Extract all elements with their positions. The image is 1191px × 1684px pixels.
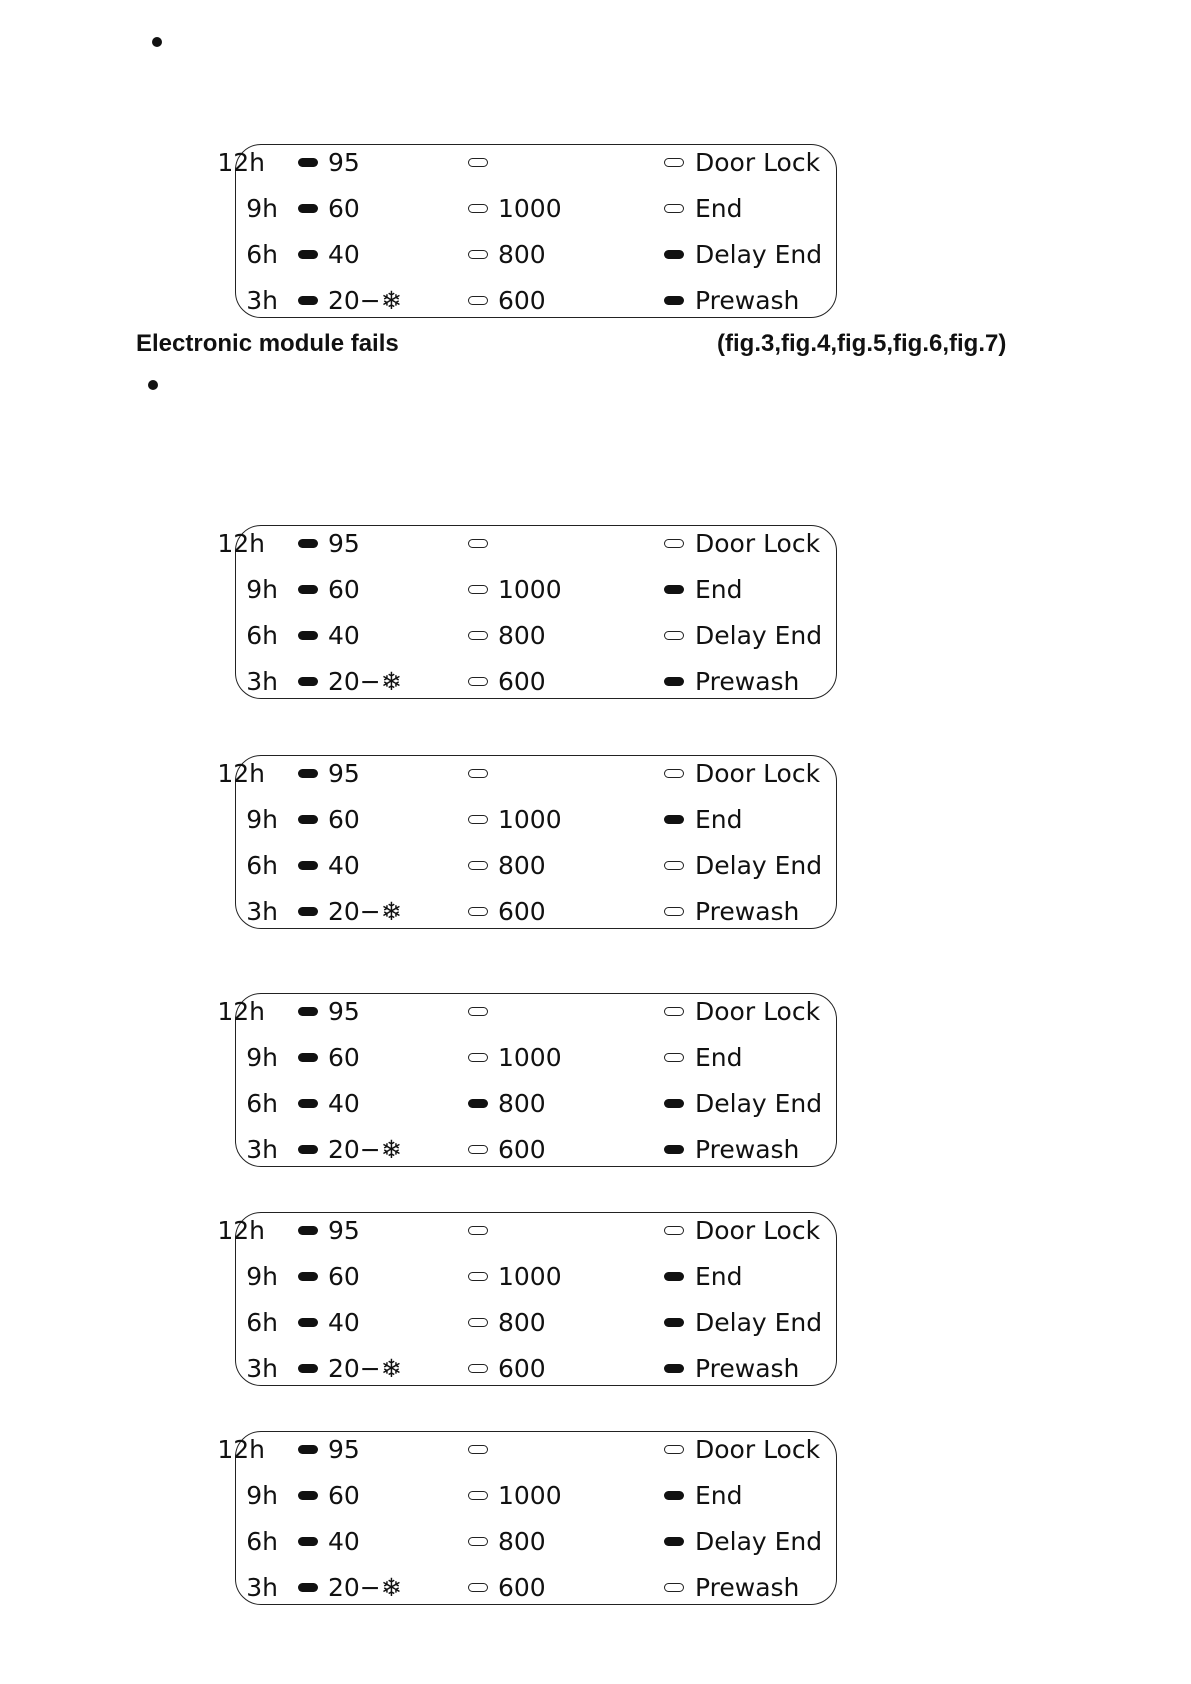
temperature-led-icon (298, 769, 318, 778)
status-label: Door Lock (695, 1216, 821, 1245)
temperature-led-icon (298, 1491, 318, 1500)
time-label: 12h (217, 997, 265, 1026)
temperature-led-icon (298, 1318, 318, 1327)
status-label: Prewash (695, 1573, 800, 1602)
time-label: 6h (246, 621, 278, 650)
spin-led-icon (468, 1145, 488, 1154)
status-label: Prewash (695, 286, 800, 315)
section-heading: Electronic module fails (136, 330, 399, 357)
spin-led-icon (468, 250, 488, 259)
indicator-row (236, 1127, 836, 1173)
status-led-icon (664, 677, 684, 686)
indicator-row (236, 1565, 836, 1611)
temperature-led-icon (298, 1537, 318, 1546)
status-led-icon (664, 1226, 684, 1235)
temperature-label: 20−❄ (328, 1354, 402, 1383)
spin-led-icon (468, 158, 488, 167)
status-led-icon (664, 815, 684, 824)
temperature-led-icon (298, 1272, 318, 1281)
status-label: Prewash (695, 897, 800, 926)
indicator-row (236, 278, 836, 324)
temperature-label: 20−❄ (328, 1135, 402, 1164)
indicator-panel (217, 144, 837, 318)
temperature-label: 40 (328, 1089, 360, 1118)
spin-label: 1000 (498, 1481, 562, 1510)
temperature-label: 40 (328, 1527, 360, 1556)
status-led-icon (664, 1364, 684, 1373)
status-led-icon (664, 1145, 684, 1154)
status-led-icon (664, 250, 684, 259)
figure-reference: (fig.3,fig.4,fig.5,fig.6,fig.7) (717, 330, 1007, 357)
status-led-icon (664, 1537, 684, 1546)
status-label: Door Lock (695, 997, 821, 1026)
status-led-icon (664, 631, 684, 640)
time-label: 3h (246, 1573, 278, 1602)
spin-label: 800 (498, 621, 546, 650)
indicator-row (236, 232, 836, 278)
temperature-led-icon (298, 677, 318, 686)
indicator-row (217, 521, 836, 567)
time-label: 6h (246, 851, 278, 880)
spin-label: 600 (498, 1135, 546, 1164)
spin-label: 600 (498, 897, 546, 926)
status-led-icon (664, 1007, 684, 1016)
time-label: 9h (246, 1481, 278, 1510)
spin-led-icon (468, 907, 488, 916)
temperature-led-icon (298, 250, 318, 259)
indicator-row (217, 140, 836, 186)
temperature-led-icon (298, 1007, 318, 1016)
status-label: Delay End (695, 1089, 823, 1118)
status-led-icon (664, 539, 684, 548)
temperature-label: 95 (328, 997, 360, 1026)
indicator-row (236, 889, 836, 935)
temperature-label: 95 (328, 1435, 360, 1464)
time-label: 3h (246, 897, 278, 926)
bullet-1 (152, 37, 162, 47)
spin-led-icon (468, 769, 488, 778)
status-label: Delay End (695, 851, 823, 880)
spin-label: 1000 (498, 805, 562, 834)
time-label: 12h (217, 1435, 265, 1464)
indicator-panel (217, 755, 837, 929)
temperature-led-icon (298, 1053, 318, 1062)
temperature-label: 60 (328, 805, 360, 834)
spin-led-icon (468, 1445, 488, 1454)
indicator-row (236, 1300, 836, 1346)
spin-label: 1000 (498, 1262, 562, 1291)
spin-led-icon (468, 204, 488, 213)
time-label: 9h (246, 1043, 278, 1072)
time-label: 6h (246, 1308, 278, 1337)
time-label: 9h (246, 575, 278, 604)
time-label: 12h (217, 759, 265, 788)
status-led-icon (664, 1053, 684, 1062)
indicator-panel (217, 1431, 837, 1605)
time-label: 9h (246, 1262, 278, 1291)
spin-led-icon (468, 631, 488, 640)
indicator-row (217, 989, 836, 1035)
spin-led-icon (468, 1364, 488, 1373)
time-label: 3h (246, 667, 278, 696)
indicator-row (236, 1035, 836, 1081)
temperature-led-icon (298, 585, 318, 594)
temperature-led-icon (298, 158, 318, 167)
status-label: Delay End (695, 240, 823, 269)
temperature-led-icon (298, 204, 318, 213)
temperature-label: 40 (328, 1308, 360, 1337)
spin-led-icon (468, 1583, 488, 1592)
temperature-label: 60 (328, 1481, 360, 1510)
status-label: Delay End (695, 1308, 823, 1337)
temperature-label: 40 (328, 621, 360, 650)
status-label: Door Lock (695, 1435, 821, 1464)
indicator-row (236, 843, 836, 889)
temperature-label: 60 (328, 575, 360, 604)
indicator-panel (217, 525, 837, 699)
status-label: End (695, 575, 743, 604)
spin-led-icon (468, 1053, 488, 1062)
spin-label: 1000 (498, 575, 562, 604)
time-label: 9h (246, 194, 278, 223)
spin-led-icon (468, 1226, 488, 1235)
spin-label: 800 (498, 1308, 546, 1337)
status-label: Door Lock (695, 529, 821, 558)
indicator-row (236, 613, 836, 659)
spin-led-icon (468, 296, 488, 305)
spin-led-icon (468, 677, 488, 686)
time-label: 6h (246, 1527, 278, 1556)
time-label: 6h (246, 240, 278, 269)
status-label: End (695, 1043, 743, 1072)
spin-led-icon (468, 861, 488, 870)
status-led-icon (664, 296, 684, 305)
indicator-row (236, 1519, 836, 1565)
indicator-row (236, 1473, 836, 1519)
spin-label: 600 (498, 1354, 546, 1383)
spin-led-icon (468, 1007, 488, 1016)
temperature-led-icon (298, 907, 318, 916)
temperature-label: 40 (328, 851, 360, 880)
spin-label: 1000 (498, 194, 562, 223)
temperature-led-icon (298, 1445, 318, 1454)
status-label: Door Lock (695, 148, 821, 177)
status-led-icon (664, 1445, 684, 1454)
temperature-label: 20−❄ (328, 897, 402, 926)
temperature-led-icon (298, 1145, 318, 1154)
status-led-icon (664, 1099, 684, 1108)
temperature-led-icon (298, 1099, 318, 1108)
status-led-icon (664, 769, 684, 778)
temperature-led-icon (298, 631, 318, 640)
indicator-row (217, 751, 836, 797)
time-label: 3h (246, 1354, 278, 1383)
temperature-led-icon (298, 815, 318, 824)
temperature-label: 40 (328, 240, 360, 269)
indicator-row (236, 797, 836, 843)
temperature-led-icon (298, 1583, 318, 1592)
spin-led-icon (468, 1272, 488, 1281)
time-label: 3h (246, 286, 278, 315)
status-led-icon (664, 158, 684, 167)
indicator-row (236, 186, 836, 232)
temperature-label: 95 (328, 1216, 360, 1245)
spin-led-icon (468, 1491, 488, 1500)
status-label: End (695, 1262, 743, 1291)
temperature-led-icon (298, 1364, 318, 1373)
temperature-label: 60 (328, 1043, 360, 1072)
status-led-icon (664, 1491, 684, 1500)
spin-label: 600 (498, 286, 546, 315)
spin-label: 800 (498, 1527, 546, 1556)
spin-label: 600 (498, 667, 546, 696)
status-label: Prewash (695, 1354, 800, 1383)
time-label: 12h (217, 148, 265, 177)
spin-label: 800 (498, 240, 546, 269)
status-label: Prewash (695, 667, 800, 696)
indicator-row (236, 1346, 836, 1392)
indicator-row (236, 1254, 836, 1300)
status-led-icon (664, 907, 684, 916)
temperature-label: 95 (328, 759, 360, 788)
status-led-icon (664, 585, 684, 594)
status-label: Prewash (695, 1135, 800, 1164)
temperature-label: 95 (328, 529, 360, 558)
spin-led-icon (468, 1099, 488, 1108)
indicator-row (236, 567, 836, 613)
temperature-led-icon (298, 296, 318, 305)
spin-label: 600 (498, 1573, 546, 1602)
time-label: 12h (217, 529, 265, 558)
status-led-icon (664, 1318, 684, 1327)
indicator-row (236, 1081, 836, 1127)
spin-label: 800 (498, 1089, 546, 1118)
status-led-icon (664, 861, 684, 870)
status-label: Door Lock (695, 759, 821, 788)
indicator-row (217, 1208, 836, 1254)
indicator-row (217, 1427, 836, 1473)
indicator-panel (217, 993, 837, 1167)
status-label: End (695, 1481, 743, 1510)
time-label: 3h (246, 1135, 278, 1164)
spin-led-icon (468, 1318, 488, 1327)
temperature-led-icon (298, 861, 318, 870)
indicator-row (236, 659, 836, 705)
spin-led-icon (468, 1537, 488, 1546)
time-label: 9h (246, 805, 278, 834)
spin-led-icon (468, 585, 488, 594)
status-label: End (695, 805, 743, 834)
spin-label: 800 (498, 851, 546, 880)
time-label: 12h (217, 1216, 265, 1245)
status-label: Delay End (695, 621, 823, 650)
temperature-label: 20−❄ (328, 667, 402, 696)
status-led-icon (664, 204, 684, 213)
status-label: Delay End (695, 1527, 823, 1556)
bullet-2 (148, 380, 158, 390)
temperature-label: 95 (328, 148, 360, 177)
time-label: 6h (246, 1089, 278, 1118)
temperature-label: 20−❄ (328, 286, 402, 315)
indicator-panel (217, 1212, 837, 1386)
status-led-icon (664, 1272, 684, 1281)
temperature-led-icon (298, 539, 318, 548)
status-label: End (695, 194, 743, 223)
spin-led-icon (468, 539, 488, 548)
temperature-label: 20−❄ (328, 1573, 402, 1602)
spin-led-icon (468, 815, 488, 824)
temperature-label: 60 (328, 194, 360, 223)
status-led-icon (664, 1583, 684, 1592)
temperature-led-icon (298, 1226, 318, 1235)
spin-label: 1000 (498, 1043, 562, 1072)
temperature-label: 60 (328, 1262, 360, 1291)
